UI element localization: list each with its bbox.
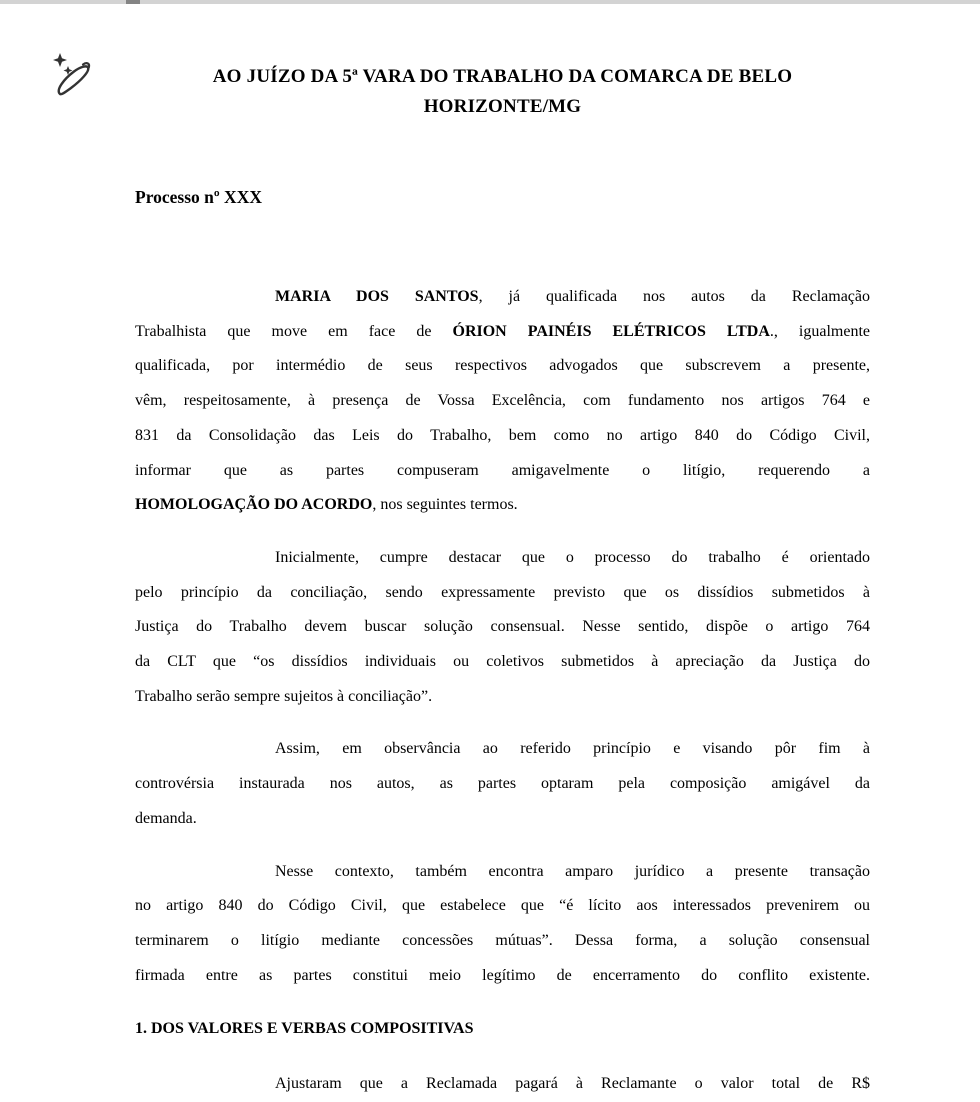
text-line: Inicialmente, cumpre destacar que o processo do trabalho é orientado [275,548,870,566]
document-body [135,280,870,1102]
text-line: no artigo 840 do Código Civil, que estabelece que “é lícito aos interessados prevenirem ou [135,897,870,915]
paragraph [135,541,870,715]
text-line: 831 da Consolidação das Leis do Trabalho, bem como no artigo 840 do Código Civil, [135,426,870,444]
text-line: qualificada, por intermédio de seus respectivos advogados que subscrevem a presente, [135,357,870,375]
paragraph [135,732,870,836]
text-line: MARIA DOS SANTOS, já qualificada nos autos da Reclamação [275,288,871,305]
text-line: terminarem o litígio mediante concessões mútuas”. Dessa forma, a solução consensual [135,931,870,949]
text-line: Trabalhista que move em face de ÓRION PAINÉIS ELÉTRICOS LTDA., igualmente [135,322,871,340]
paragraph [135,855,870,994]
text-line: informar que as partes compuseram amigavelmente o litígio, requerendo a [135,461,870,479]
document-page [135,0,870,1102]
text-line: demanda. [135,809,197,827]
text-line: Trabalho serão sempre sujeitos à conciliação”. [135,687,433,705]
text-line: controvérsia instaurada nos autos, as partes optaram pela composição amigável da [135,775,870,793]
pen-sparkle-glyph [52,52,92,98]
text-line: pelo princípio da conciliação, sendo expressamente previsto que os dissídios submetidos à [135,583,870,601]
process-number: Processo nº XXX [135,187,262,207]
text-line: 1. DOS VALORES E VERBAS COMPOSITIVAS [135,1020,474,1038]
text-line: HOMOLOGAÇÃO DO ACORDO, nos seguintes termos. [135,496,518,514]
ai-pen-icon[interactable] [52,52,92,98]
text-line: Ajustaram que a Reclamada pagará à Reclamante o valor total de R$ [275,1075,870,1093]
text-line: Nesse contexto, também encontra amparo jurídico a presente transação [275,862,870,880]
document-title [135,62,870,122]
title-line: HORIZONTE/MG [423,96,582,117]
section-heading [135,1012,870,1047]
paragraph [135,280,870,523]
text-line: da CLT que “os dissídios individuais ou coletivos submetidos à apreciação da Justiça do [135,653,870,671]
text-line: vêm, respeitosamente, à presença de Vossa Excelência, com fundamento nos artigos 764 e [135,392,870,410]
text-line: firmada entre as partes constitui meio legítimo de encerramento do conflito existente. [135,966,870,984]
title-line: AO JUÍZO DA 5ª VARA DO TRABALHO DA COMARCA DE BELO [212,66,793,87]
text-line: Justiça do Trabalho devem buscar solução consensual. Nesse sentido, dispõe o artigo 764 [135,618,870,636]
paragraph [135,1067,870,1102]
text-line: Assim, em observância ao referido princípio e visando pôr fim à [275,740,870,758]
